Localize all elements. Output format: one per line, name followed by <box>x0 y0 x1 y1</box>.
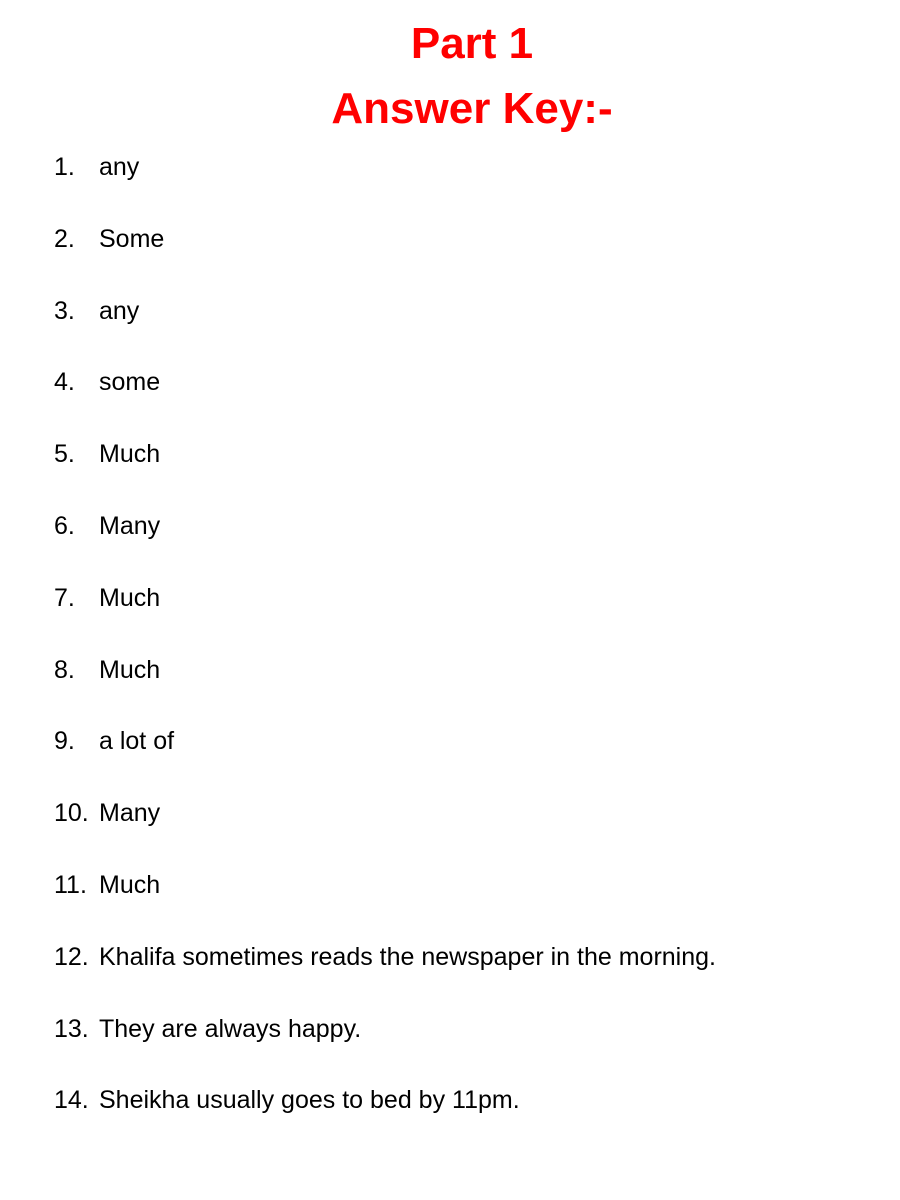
answer-text: Much <box>99 440 161 469</box>
answer-text: some <box>99 368 161 397</box>
answer-number: 2. <box>54 224 75 253</box>
answer-text: They are always happy. <box>99 1014 362 1043</box>
answer-number: 1. <box>54 153 75 181</box>
answer-text: a lot of <box>99 727 175 756</box>
answer-number: 11. <box>54 870 87 899</box>
page-subtitle: Answer Key:- <box>331 84 613 133</box>
answer-number: 9. <box>54 727 75 756</box>
answer-number: 8. <box>54 655 75 684</box>
answer-text: Much <box>99 870 161 899</box>
answer-number: 4. <box>54 368 75 397</box>
answer-item <box>54 796 874 868</box>
answer-item <box>54 437 874 509</box>
answer-number: 12. <box>54 942 89 971</box>
answer-text: Khalifa sometimes reads the newspaper in the morning. <box>99 942 716 971</box>
answer-number: 7. <box>54 583 75 612</box>
answer-item <box>54 150 874 222</box>
answer-item <box>54 222 874 294</box>
answer-item <box>54 365 874 437</box>
answer-item <box>54 653 874 725</box>
answer-item <box>54 294 874 366</box>
answer-text: Many <box>99 511 161 540</box>
answer-number: 13. <box>54 1014 89 1043</box>
page-title: Part 1 <box>410 19 534 68</box>
answer-text: Some <box>99 224 165 253</box>
answer-item <box>54 868 874 940</box>
answer-text: any <box>99 296 140 325</box>
answer-number: 5. <box>54 440 75 469</box>
answer-text: Much <box>99 583 161 612</box>
answer-text: Sheikha usually goes to bed by 11pm. <box>99 1086 520 1115</box>
answer-item <box>54 1012 874 1084</box>
answer-item <box>54 724 874 796</box>
answer-number: 6. <box>54 511 75 540</box>
answer-text: Many <box>99 799 161 828</box>
answer-number: 3. <box>54 296 75 325</box>
answer-item <box>54 1083 874 1155</box>
answer-number: 10. <box>54 799 89 828</box>
answer-text: any <box>99 153 140 181</box>
answer-number: 14. <box>54 1086 89 1115</box>
answer-item <box>54 581 874 653</box>
answer-item <box>54 509 874 581</box>
answer-item <box>54 940 874 1012</box>
answer-list <box>54 150 874 1155</box>
answer-text: Much <box>99 655 161 684</box>
